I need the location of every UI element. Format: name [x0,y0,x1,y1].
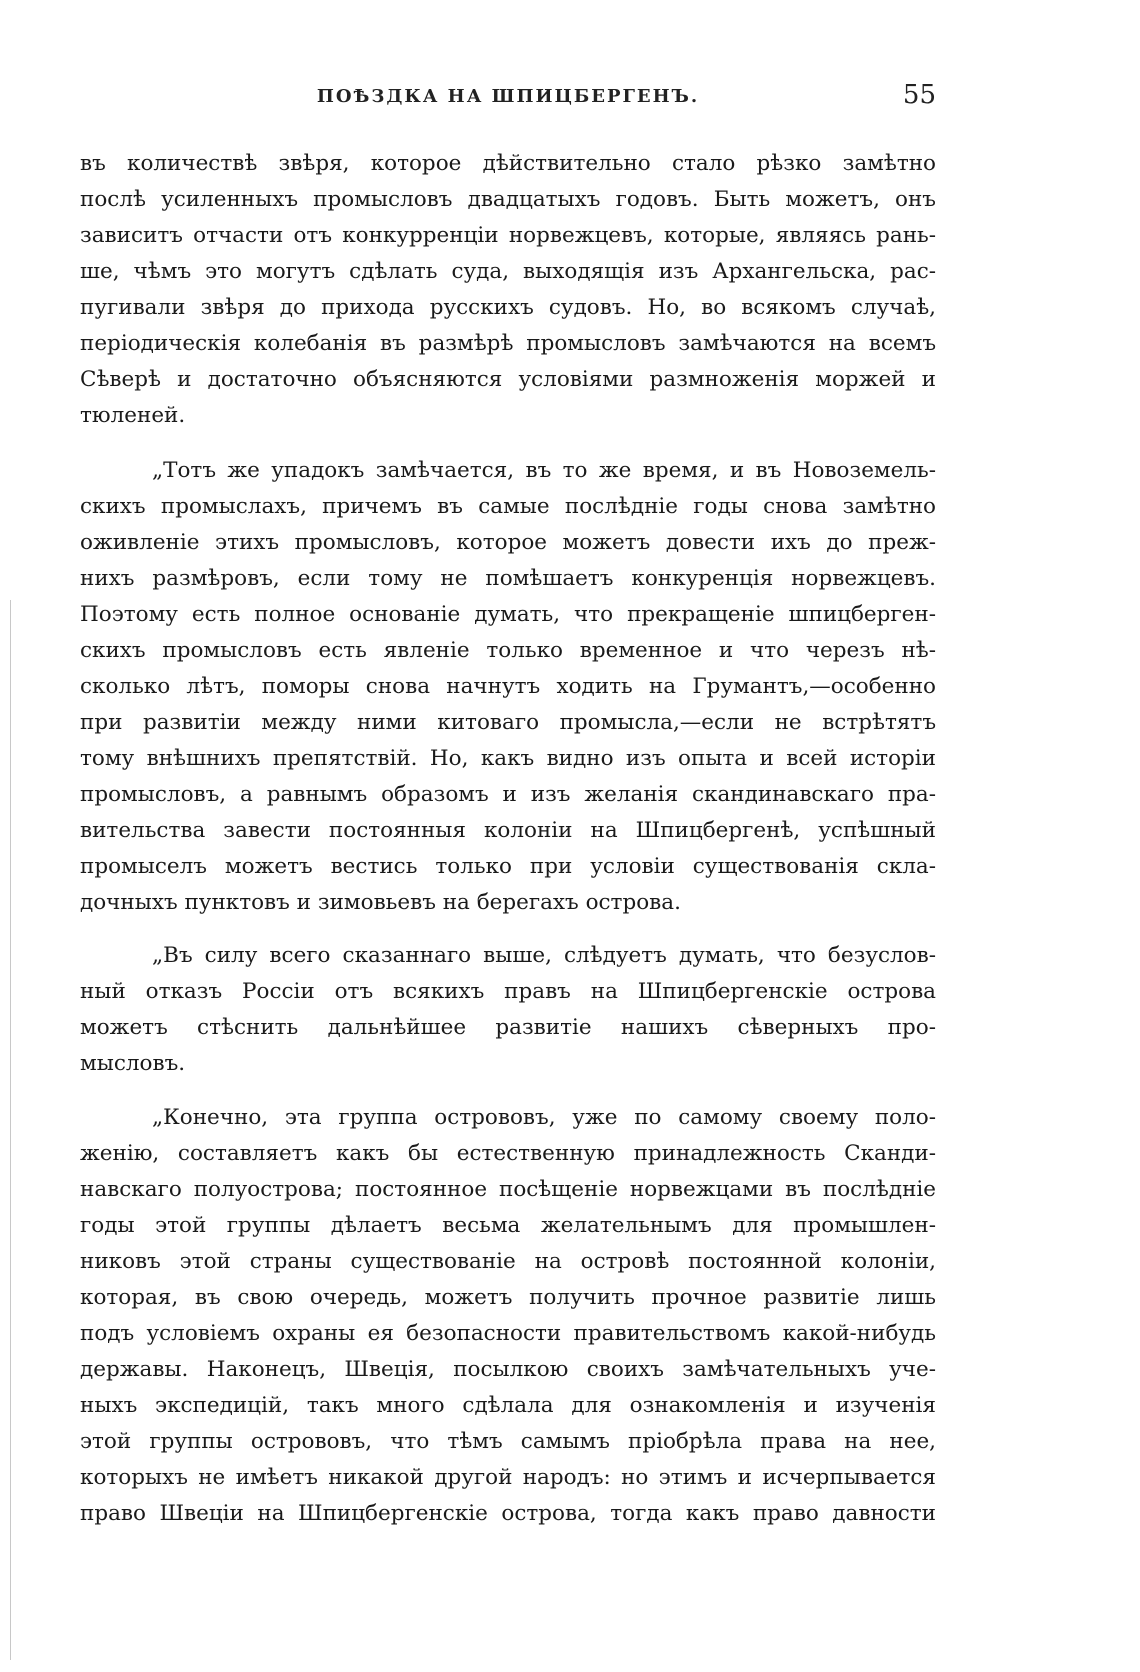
text-line: ныхъ экспедицій, такъ много сдѣлала для ознакомленія и изученія [80,1393,936,1418]
paragraph-1 [80,146,936,434]
text-line: оживленіе этихъ промысловъ, которое можетъ довести ихъ до преж- [80,530,936,555]
text-line: Сѣверѣ и достаточно объясняются условіями размноженія моржей и [80,367,936,392]
text-line: которая, въ свою очередь, можетъ получить прочное развитіе лишь [80,1285,936,1310]
text-line: дочныхъ пунктовъ и зимовьевъ на берегахъ острова. [80,890,681,915]
text-line: послѣ усиленныхъ промысловъ двадцатыхъ годовъ. Быть можетъ, онъ [80,187,936,212]
paragraph-3 [80,938,936,1082]
text-line: „Конечно, эта группа острововъ, уже по самому своему поло- [152,1105,936,1130]
text-line: тому внѣшнихъ препятствій. Но, какъ видно изъ опыта и всей исторіи [80,746,936,771]
text-line: въ количествѣ звѣря, которое дѣйствительно стало рѣзко замѣтно [80,151,936,176]
text-line: державы. Наконецъ, Швеція, посылкою своихъ замѣчательныхъ уче- [80,1357,936,1382]
text-line: промыселъ можетъ вестись только при условіи существованія скла- [80,854,936,879]
text-line: промысловъ, а равнымъ образомъ и изъ желанія скандинавскаго пра- [80,782,936,807]
text-line: право Швеціи на Шпицбергенскіе острова, тогда какъ право давности [80,1501,936,1526]
text-line: можетъ стѣснить дальнѣйшее развитіе нашихъ сѣверныхъ про- [80,1015,936,1040]
text-line: зависитъ отчасти отъ конкурренціи норвежцевъ, которые, являясь рань- [80,223,936,248]
text-line: „Въ силу всего сказаннаго выше, слѣдуетъ думать, что безуслов- [152,943,936,968]
text-line: вительства завести постоянныя колоніи на Шпицбергенѣ, успѣшный [80,818,936,843]
text-line: женію, составляетъ какъ бы естественную принадлежность Сканди- [80,1141,936,1166]
page-edge-line [10,600,11,1660]
text-line: нихъ размѣровъ, если тому не помѣшаетъ конкуренція норвежцевъ. [80,566,936,591]
text-line: „Тотъ же упадокъ замѣчается, въ то же время, и въ Новоземель- [152,458,936,483]
running-title: ПОѢЗДКА НА ШПИЦБЕРГЕНЪ. [316,86,700,107]
page-number: 55 [902,80,936,110]
running-head [80,80,936,116]
text-line: тюленей. [80,403,186,428]
paragraph-4 [80,1100,936,1532]
text-line: ный отказъ Россіи отъ всякихъ правъ на Шпицбергенскіе острова [80,979,936,1004]
text-line: подъ условіемъ охраны ея безопасности правительствомъ какой-нибудь [80,1321,936,1346]
text-line: этой группы острововъ, что тѣмъ самымъ пріобрѣла права на нее, [80,1429,936,1454]
text-line: періодическія колебанія въ размѣрѣ промысловъ замѣчаются на всемъ [80,331,936,356]
text-line: скихъ промысловъ есть явленіе только временное и что черезъ нѣ- [80,638,936,663]
text-line: мысловъ. [80,1051,186,1076]
body-text [80,146,936,1532]
text-line: при развитіи между ними китоваго промысла,—если не встрѣтятъ [80,710,936,735]
text-line: пугивали звѣря до прихода русскихъ судовъ. Но, во всякомъ случаѣ, [80,295,936,320]
paragraph-2 [80,453,936,921]
text-line: скихъ промыслахъ, причемъ въ самые послѣдніе годы снова замѣтно [80,494,936,519]
text-line: Поэтому есть полное основаніе думать, что прекращеніе шпицберген- [80,602,936,627]
text-line: навскаго полуострова; постоянное посѣщеніе норвежцами въ послѣдніе [80,1177,936,1202]
text-line: ше, чѣмъ это могутъ сдѣлать суда, выходящія изъ Архангельска, рас- [80,259,936,284]
text-line: годы этой группы дѣлаетъ весьма желательнымъ для промышлен- [80,1213,936,1238]
text-line: которыхъ не имѣетъ никакой другой народъ: но этимъ и исчерпывается [80,1465,936,1490]
text-line: сколько лѣтъ, поморы снова начнутъ ходить на Грумантъ,—особенно [80,674,936,699]
text-line: никовъ этой страны существованіе на островѣ постоянной колоніи, [80,1249,936,1274]
